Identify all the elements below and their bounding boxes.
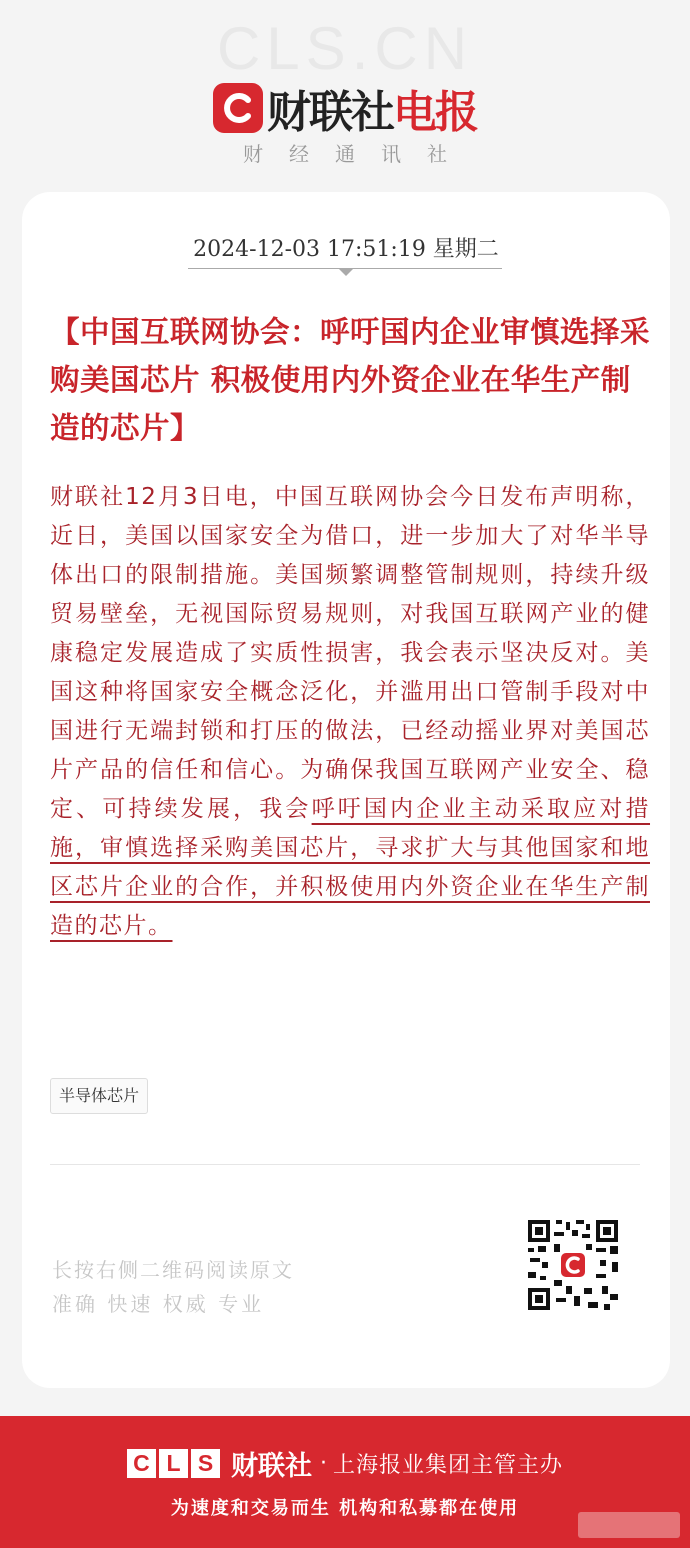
qr-hint-line1: 长按右侧二维码阅读原文 [52, 1258, 294, 1282]
brand-logo [0, 76, 690, 140]
brand-subtitle: 财经通讯社 [243, 142, 473, 166]
cls-watermark: CLS.CN [216, 15, 474, 82]
article-headline: 【中国互联网协会：呼吁国内企业审慎选择采购美国芯片 积极使用内外资企业在华生产制造的芯片】 [50, 314, 651, 445]
footer-brand: 财联社 [230, 1451, 312, 1482]
footer-organization: 上海报业集团主管主办 [332, 1453, 563, 1478]
footer-slogan: 为速度和交易而生 机构和私募都在使用 [170, 1498, 520, 1519]
cls-letter: C [127, 1449, 156, 1478]
article-body-plain: 财联社12月3日电，中国互联网协会今日发布声明称，近日，美国以国家安全为借口，进一步加大了对华半导体出口的限制措施。美国频繁调整管制规则，持续升级贸易壁垒，无视国际贸易规则，对我国互联网产业的健康稳定发展造成了实质性损害，我会表示坚决反对。美国这种将国家安全概念泛化，并滥用出口管制手段对中国进行无端封锁和打压的做法，已经动摇业界对美国芯片产品的信任和信心。为确保我国互联网产业安全、稳定、可持续发展，我会 [50, 484, 650, 822]
article-body-underlined: 呼吁国内企业主动采取应对措施，审慎选择采购美国芯片，寻求扩大与其他国家和地区芯片企业的合作，并积极使用内外资企业在华生产制造的芯片。 [50, 796, 651, 939]
cls-letter: L [159, 1449, 188, 1478]
brand-name-red: 电报 [393, 87, 477, 138]
cls-letter: S [191, 1449, 220, 1478]
brand-name [267, 76, 477, 140]
cls-letter-logo [127, 1449, 223, 1478]
corner-watermark [578, 1512, 680, 1538]
article-body [50, 478, 650, 946]
qr-code-icon[interactable] [526, 1218, 620, 1312]
topic-tag[interactable]: 半导体芯片 [50, 1078, 148, 1114]
brand-name-black: 财联社 [267, 87, 393, 138]
section-divider [50, 1164, 640, 1165]
article-datetime: 2024-12-03 17:51:19 星期二 [193, 237, 499, 262]
article-card [22, 192, 670, 1388]
footer-banner [0, 1416, 690, 1548]
qr-hint-line2: 准确 快速 权威 专业 [52, 1292, 265, 1316]
footer-brand-row [0, 1444, 690, 1483]
cls-logo-icon [213, 83, 263, 133]
datetime-pointer-icon [338, 268, 354, 276]
footer-separator: · [319, 1451, 327, 1476]
